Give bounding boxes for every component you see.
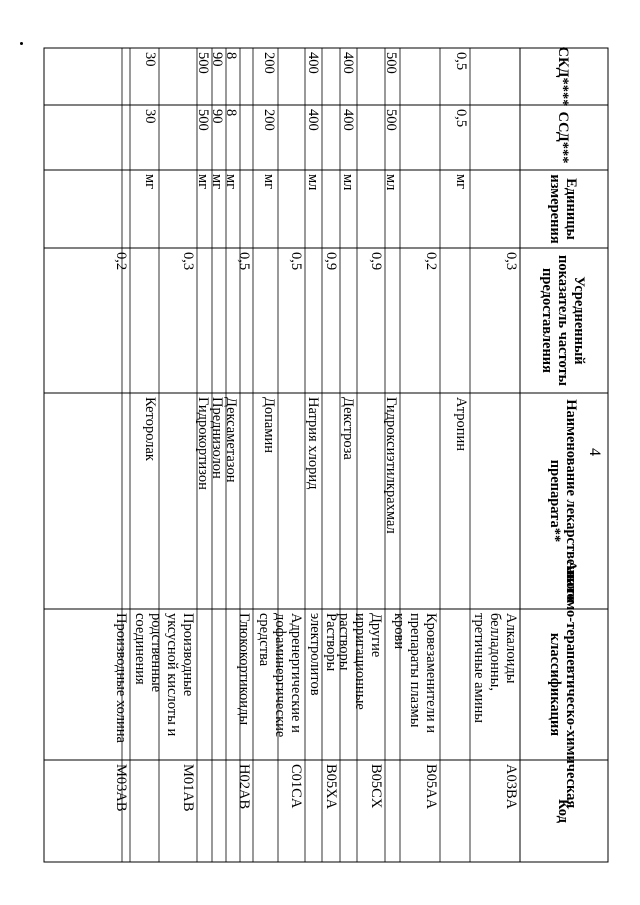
hes-drug-name: Гидроксиэтилкрахмал — [383, 397, 399, 534]
prednisolone-drug-name: Преднизолон — [209, 397, 225, 479]
a03ba-frequency: 0,3 — [503, 252, 519, 271]
dextrose-unit-cell — [340, 174, 356, 190]
dopamine-skd-cell — [261, 52, 277, 74]
dextrose-skd: 400 — [340, 52, 356, 74]
ketorolac-drug-name-cell — [142, 397, 158, 462]
c01ca-code: C01CA — [288, 764, 304, 809]
dextrose-drug-name-cell — [340, 397, 356, 460]
b05cx-code: B05CX — [368, 764, 384, 809]
dopamine-ssd: 200 — [261, 109, 277, 131]
dopamine-drug-name: Допамин — [261, 397, 277, 454]
header-code: Код — [555, 799, 571, 823]
hydrocortisone-unit: мг — [195, 174, 211, 190]
nacl-skd: 400 — [305, 52, 321, 74]
hes-ssd-cell — [383, 109, 399, 131]
header-unit-cell — [547, 174, 579, 243]
ketorolac-drug-name: Кеторолак — [142, 397, 158, 461]
h02ab-atc-class-cell — [236, 613, 252, 725]
b05aa-frequency-cell — [423, 252, 439, 270]
hes-unit-cell — [383, 174, 399, 190]
b05cx-frequency-cell — [368, 252, 384, 270]
ketorolac-ssd-cell — [142, 109, 158, 124]
m01ab-code: M01AB — [180, 764, 196, 812]
dexamethasone-ssd: 8 — [223, 109, 239, 117]
hydrocortisone-drug-name-cell — [195, 397, 211, 490]
m03ab-code-cell — [113, 764, 129, 812]
dopamine-skd: 200 — [261, 52, 277, 74]
nacl-skd-cell — [305, 52, 321, 74]
atropine-ssd: 0,5 — [453, 109, 469, 128]
header-drug-name: Наименование лекарственногопрепарата** — [547, 399, 579, 603]
header-ssd-cell — [555, 112, 571, 164]
dopamine-ssd-cell — [261, 109, 277, 131]
dextrose-drug-name: Декстроза — [340, 397, 356, 460]
h02ab-atc-class: Глюкокортикоиды — [236, 613, 252, 726]
b05aa-atc-class: Кровезаменители ипрепараты плазмыкрови — [391, 613, 439, 733]
c01ca-atc-class-cell — [256, 613, 304, 737]
page-number: 4 — [586, 448, 603, 456]
hydrocortisone-skd: 500 — [195, 52, 211, 74]
c01ca-atc-class: Адренергические идофаминергическиесредства — [256, 613, 304, 738]
hydrocortisone-unit-cell — [195, 174, 211, 189]
a03ba-atc-class-cell — [471, 613, 519, 723]
atropine-unit-cell — [453, 174, 469, 189]
nacl-unit: мл — [305, 174, 321, 191]
dextrose-ssd: 400 — [340, 109, 356, 131]
h02ab-frequency: 0,5 — [236, 252, 252, 271]
b05aa-frequency: 0,2 — [423, 252, 439, 271]
hydrocortisone-drug-name: Гидрокортизон — [195, 397, 211, 490]
m01ab-code-cell — [180, 764, 196, 812]
b05cx-atc-class: Другиеирригационныерастворы — [336, 613, 384, 710]
b05cx-code-cell — [368, 764, 384, 809]
dexamethasone-drug-name: Дексаметазон — [223, 397, 239, 483]
atropine-drug-name-cell — [453, 397, 469, 451]
hydrocortisone-skd-cell — [195, 52, 211, 74]
m01ab-frequency: 0,3 — [180, 252, 196, 271]
m01ab-atc-class-cell — [132, 613, 196, 736]
hes-drug-name-cell — [383, 397, 399, 534]
m01ab-atc-class: Производныеуксусной кислоты иродственныесоединения — [132, 613, 196, 737]
nacl-unit-cell — [305, 174, 321, 190]
m01ab-frequency-cell — [180, 252, 196, 270]
header-atc-class: Анатомо-терапевтическо-химическаяклассификация — [547, 560, 579, 809]
b05xa-code-cell — [323, 764, 339, 810]
ketorolac-ssd: 30 — [142, 109, 158, 124]
hes-skd: 500 — [383, 52, 399, 74]
header-unit: Единицыизмерения — [547, 174, 579, 244]
header-skd-cell — [555, 47, 571, 107]
b05xa-frequency-cell — [323, 252, 339, 270]
hes-unit: мл — [383, 174, 399, 191]
atropine-ssd-cell — [453, 109, 469, 127]
m03ab-frequency-cell — [113, 252, 129, 270]
nacl-drug-name-cell — [305, 397, 321, 490]
h02ab-frequency-cell — [236, 252, 252, 270]
b05aa-code: B05AA — [423, 764, 439, 810]
dextrose-unit: мл — [340, 174, 356, 191]
c01ca-frequency-cell — [288, 252, 304, 270]
ketorolac-unit: мг — [142, 174, 158, 190]
hes-ssd: 500 — [383, 109, 399, 131]
b05aa-code-cell — [423, 764, 439, 810]
dexamethasone-unit: мг — [223, 174, 239, 190]
b05cx-atc-class-cell — [336, 613, 384, 710]
hes-skd-cell — [383, 52, 399, 74]
atropine-unit: мг — [453, 174, 469, 190]
header-frequency-cell — [539, 255, 587, 386]
atropine-skd-cell — [453, 52, 469, 70]
b05xa-atc-class: Растворыэлектролитов — [307, 613, 339, 696]
header-drug-name-cell — [547, 399, 579, 603]
b05xa-code: B05XA — [323, 764, 339, 810]
ketorolac-skd-cell — [142, 52, 158, 67]
atropine-drug-name: Атропин — [453, 397, 469, 452]
h02ab-code: H02AB — [236, 764, 252, 810]
m03ab-frequency: 0,2 — [113, 252, 129, 271]
c01ca-frequency: 0,5 — [288, 252, 304, 271]
nacl-ssd: 400 — [305, 109, 321, 131]
dopamine-drug-name-cell — [261, 397, 277, 453]
b05xa-frequency: 0,9 — [323, 252, 339, 271]
ketorolac-skd: 30 — [142, 52, 158, 67]
a03ba-code: A03BA — [503, 764, 519, 810]
header-frequency: Усредненныйпоказатель частотыпредоставления — [539, 255, 587, 386]
dextrose-ssd-cell — [340, 109, 356, 131]
header-skd: СКД**** — [555, 46, 571, 107]
b05xa-atc-class-cell — [307, 613, 339, 696]
m03ab-atc-class-cell — [113, 613, 129, 743]
b05cx-frequency: 0,9 — [368, 252, 384, 271]
prednisolone-skd: 90 — [209, 52, 225, 67]
c01ca-code-cell — [288, 764, 304, 809]
dopamine-unit: мг — [261, 174, 277, 190]
nacl-drug-name: Натрия хлорид — [305, 397, 321, 490]
a03ba-frequency-cell — [503, 252, 519, 270]
atropine-skd: 0,5 — [453, 52, 469, 71]
nacl-ssd-cell — [305, 109, 321, 131]
dextrose-skd-cell — [340, 52, 356, 74]
b05aa-atc-class-cell — [391, 613, 439, 733]
a03ba-code-cell — [503, 764, 519, 810]
header-ssd: ССД*** — [555, 111, 571, 164]
m03ab-atc-class: Производные холина — [113, 613, 129, 743]
dopamine-unit-cell — [261, 174, 277, 189]
hydrocortisone-ssd-cell — [195, 109, 211, 131]
ketorolac-unit-cell — [142, 174, 158, 189]
h02ab-code-cell — [236, 764, 252, 809]
prednisolone-unit: мг — [209, 174, 225, 190]
a03ba-atc-class: Алкалоидыбелладонны,третичные амины — [471, 613, 519, 724]
m03ab-code: M03AB — [113, 764, 129, 812]
dexamethasone-skd: 8 — [223, 52, 239, 60]
prednisolone-ssd: 90 — [209, 109, 225, 124]
hydrocortisone-ssd: 500 — [195, 109, 211, 131]
